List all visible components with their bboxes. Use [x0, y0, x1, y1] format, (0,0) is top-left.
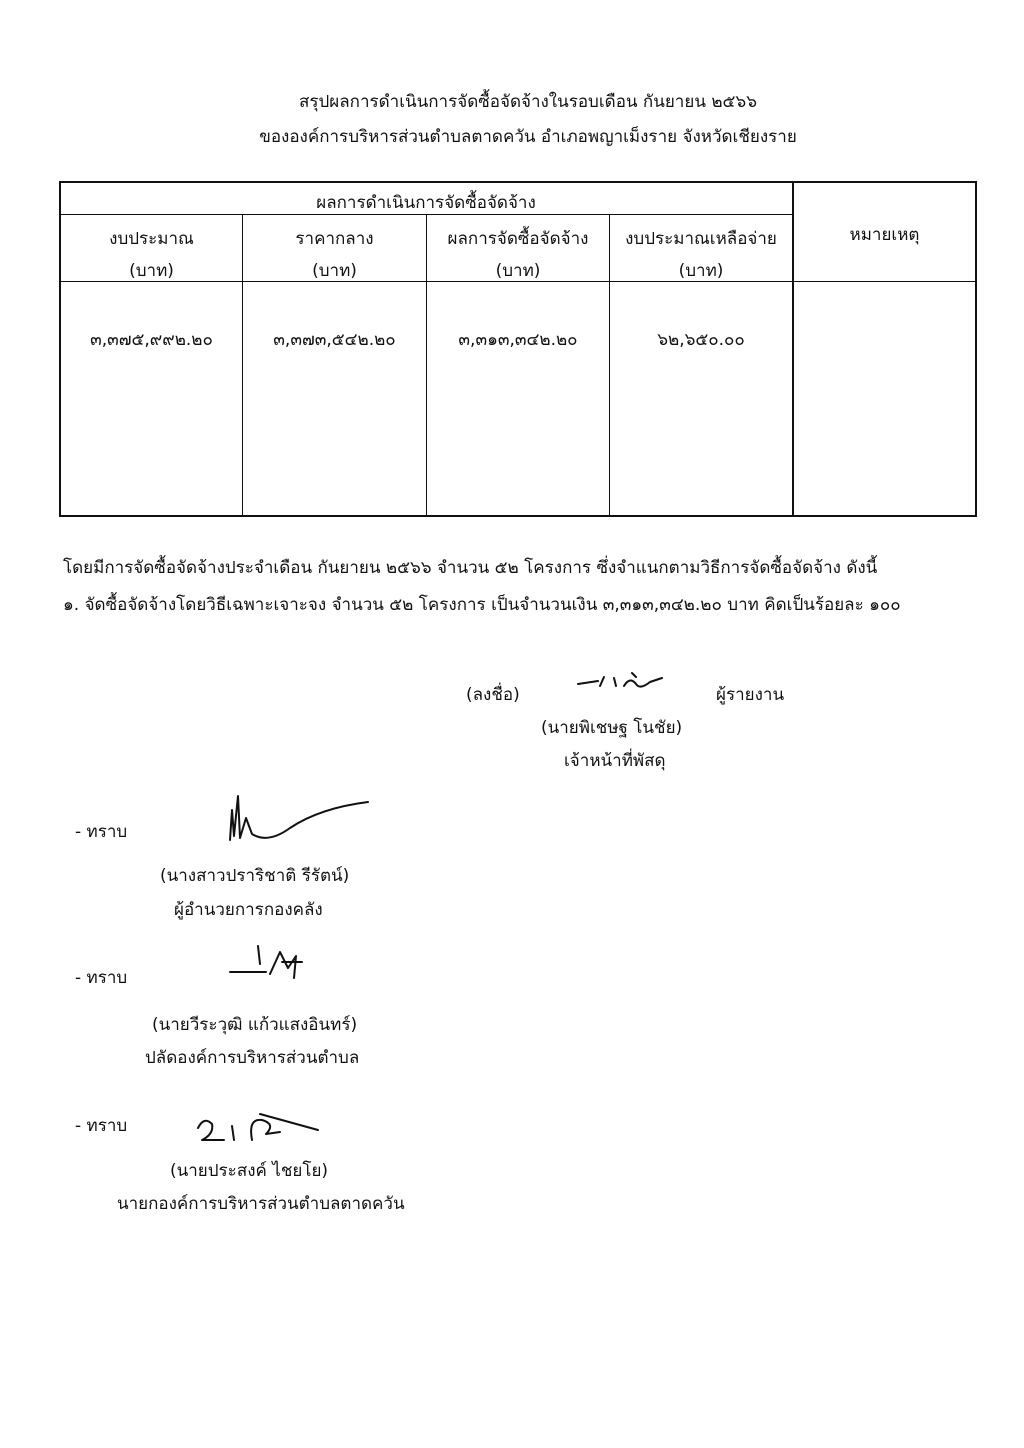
group-header: ผลการดำเนินการจัดซื้อจัดจ้าง — [316, 193, 536, 213]
signature-finance-director — [220, 788, 380, 858]
acknowledge-label-3: - ทราบ — [75, 1116, 128, 1136]
cell-procurement-result: ๓,๓๑๓,๓๔๒.๒๐ — [458, 330, 578, 350]
column-unit-procurement-result: (บาท) — [495, 261, 541, 281]
acknowledge-label-1: - ทราบ — [75, 822, 128, 842]
document-title-line-1: สรุปผลการดำเนินการจัดซื้อจัดจ้างในรอบเดือน กันยายน ๒๕๖๖ — [298, 92, 757, 112]
reporter-name: (นายพิเชษฐ โนชัย) — [541, 718, 683, 738]
column-unit-budget: (บาท) — [129, 261, 174, 281]
reporter-position: เจ้าหน้าที่พัสดุ — [564, 751, 666, 771]
signature-chief-administrator — [222, 938, 322, 988]
sign-label: (ลงชื่อ) — [466, 685, 520, 705]
column-header-budget: งบประมาณ — [109, 229, 194, 249]
column-unit-median-price: (บาท) — [312, 261, 357, 281]
remark-header: หมายเหตุ — [849, 225, 920, 245]
procurement-table — [0, 0, 1024, 530]
column-header-median-price: ราคากลาง — [295, 229, 374, 249]
acknowledger-name-3: (นายประสงค์ ไชยโย) — [170, 1161, 329, 1181]
acknowledger-position-3: นายกองค์การบริหารส่วนตำบลตาดควัน — [117, 1194, 405, 1214]
signature-mayor — [190, 1104, 330, 1148]
reporter-signature — [570, 664, 680, 704]
column-header-remaining-budget: งบประมาณเหลือจ่าย — [625, 229, 777, 249]
cell-remaining-budget: ๖๒,๖๕๐.๐๐ — [657, 330, 745, 350]
summary-line-2: ๑. จัดซื้อจัดจ้างโดยวิธีเฉพาะเจาะจง จำนวน ๕๒ โครงการ เป็นจำนวนเงิน ๓,๓๑๓,๓๔๒.๒๐ บาท คิดเป็นร้อยละ ๑๐๐ — [63, 595, 901, 615]
acknowledger-position-2: ปลัดองค์การบริหารส่วนตำบล — [145, 1048, 360, 1068]
column-unit-remaining-budget: (บาท) — [678, 261, 724, 281]
document-title-line-2: ขององค์การบริหารส่วนตำบลตาดควัน อำเภอพญาเม็งราย จังหวัดเชียงราย — [259, 127, 797, 147]
cell-budget: ๓,๓๗๕,๙๙๒.๒๐ — [90, 330, 213, 350]
acknowledger-name-1: (นางสาวปราริชาติ รีรัตน์) — [160, 866, 350, 886]
summary-line-1: โดยมีการจัดซื้อจัดจ้างประจำเดือน กันยายน ๒๕๖๖ จำนวน ๕๒ โครงการ ซึ่งจำแนกตามวิธีการจัดซื้อจัดจ้าง ดังนี้ — [63, 558, 878, 578]
column-header-procurement-result: ผลการจัดซื้อจัดจ้าง — [447, 229, 589, 249]
acknowledger-name-2: (นายวีระวุฒิ แก้วแสงอินทร์) — [152, 1015, 358, 1035]
reporter-role: ผู้รายงาน — [716, 685, 785, 705]
acknowledger-position-1: ผู้อำนวยการกองคลัง — [174, 900, 323, 920]
acknowledge-label-2: - ทราบ — [75, 968, 128, 988]
cell-median-price: ๓,๓๗๓,๕๔๒.๒๐ — [273, 330, 396, 350]
